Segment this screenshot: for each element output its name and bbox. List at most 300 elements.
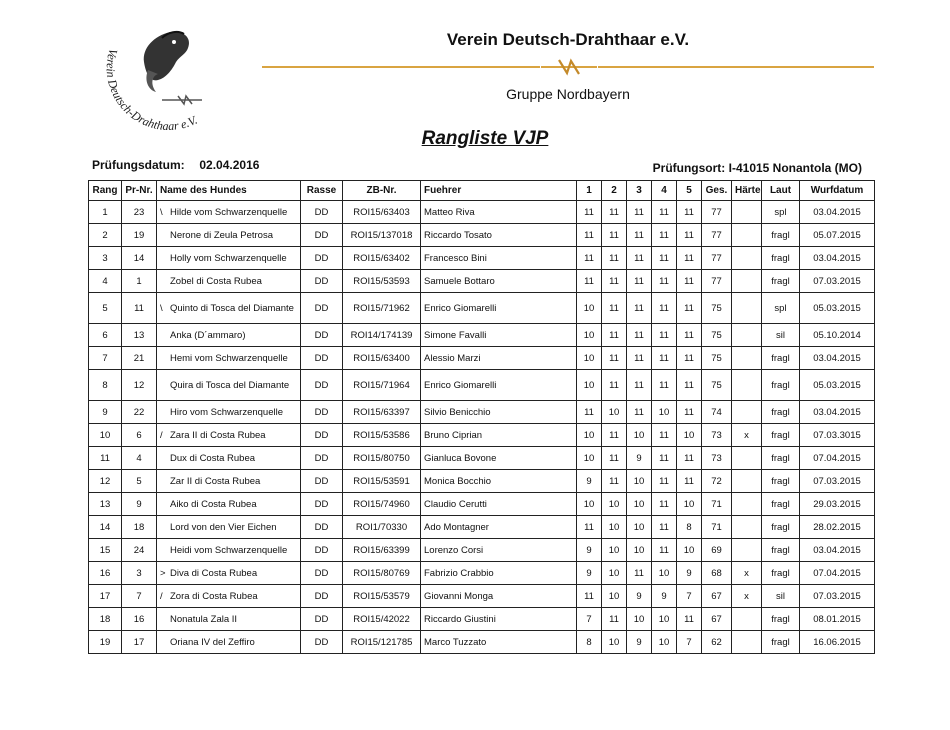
score-1-cell: 11 (577, 585, 602, 608)
score-2-cell: 11 (602, 324, 627, 347)
breed-cell: DD (301, 293, 343, 324)
rank-cell: 12 (89, 470, 122, 493)
rank-cell: 5 (89, 293, 122, 324)
exam-location-value: I-41015 Nonantola (MO) (728, 161, 862, 175)
breed-cell: DD (301, 347, 343, 370)
breed-cell: DD (301, 470, 343, 493)
birth-date-cell: 05.07.2015 (800, 224, 875, 247)
handler-cell: Ado Montagner (421, 516, 577, 539)
rank-cell: 11 (89, 447, 122, 470)
rank-cell: 13 (89, 493, 122, 516)
score-4-cell: 11 (652, 201, 677, 224)
score-3-cell: 11 (627, 370, 652, 401)
registry-number-cell: ROI15/53579 (343, 585, 421, 608)
handler-cell: Alessio Marzi (421, 347, 577, 370)
haerte-cell (732, 470, 762, 493)
dog-name: Nerone di Zeula Petrosa (170, 229, 273, 241)
laut-cell: fragl (762, 347, 800, 370)
score-2-cell: 10 (602, 539, 627, 562)
laut-cell: spl (762, 293, 800, 324)
total-cell: 68 (702, 562, 732, 585)
birth-date-cell: 08.01.2015 (800, 608, 875, 631)
haerte-cell (732, 270, 762, 293)
score-4-cell: 11 (652, 539, 677, 562)
entry-number-cell: 21 (122, 347, 157, 370)
column-header: Pr-Nr. (122, 181, 157, 201)
score-1-cell: 10 (577, 424, 602, 447)
dog-name: Diva di Costa Rubea (170, 567, 258, 579)
score-4-cell: 11 (652, 347, 677, 370)
haerte-cell (732, 201, 762, 224)
entry-number-cell: 6 (122, 424, 157, 447)
column-header: 1 (577, 181, 602, 201)
birth-date-cell: 16.06.2015 (800, 631, 875, 654)
table-row (89, 608, 875, 631)
breed-cell: DD (301, 562, 343, 585)
laut-cell: fragl (762, 401, 800, 424)
score-1-cell: 11 (577, 516, 602, 539)
rank-cell: 3 (89, 247, 122, 270)
dog-name-cell (157, 608, 301, 631)
exam-date-label: Prüfungsdatum: (92, 158, 185, 172)
score-5-cell: 10 (677, 424, 702, 447)
breed-cell: DD (301, 247, 343, 270)
score-2-cell: 10 (602, 631, 627, 654)
total-cell: 71 (702, 493, 732, 516)
dog-name-cell (157, 539, 301, 562)
table-row (89, 370, 875, 401)
score-2-cell: 10 (602, 585, 627, 608)
handler-cell: Lorenzo Corsi (421, 539, 577, 562)
handler-cell: Simone Favalli (421, 324, 577, 347)
exam-date (92, 158, 259, 172)
check-mark: \ (160, 302, 163, 314)
entry-number-cell: 17 (122, 631, 157, 654)
laut-cell: fragl (762, 424, 800, 447)
score-1-cell: 9 (577, 539, 602, 562)
score-1-cell: 10 (577, 324, 602, 347)
exam-date-value: 02.04.2016 (199, 158, 260, 172)
total-cell: 73 (702, 424, 732, 447)
score-3-cell: 11 (627, 347, 652, 370)
score-4-cell: 11 (652, 224, 677, 247)
table-row (89, 201, 875, 224)
entry-number-cell: 19 (122, 224, 157, 247)
breed-cell: DD (301, 324, 343, 347)
score-1-cell: 11 (577, 270, 602, 293)
ranking-table (88, 180, 875, 654)
table-row (89, 493, 875, 516)
rank-cell: 8 (89, 370, 122, 401)
entry-number-cell: 13 (122, 324, 157, 347)
table-row (89, 247, 875, 270)
score-4-cell: 11 (652, 424, 677, 447)
dog-name-cell (157, 447, 301, 470)
score-3-cell: 9 (627, 631, 652, 654)
total-cell: 62 (702, 631, 732, 654)
haerte-cell (732, 324, 762, 347)
score-2-cell: 11 (602, 270, 627, 293)
haerte-cell (732, 608, 762, 631)
total-cell: 67 (702, 585, 732, 608)
breed-cell: DD (301, 631, 343, 654)
haerte-cell (732, 347, 762, 370)
haerte-cell (732, 493, 762, 516)
score-3-cell: 9 (627, 447, 652, 470)
table-row (89, 631, 875, 654)
score-1-cell: 10 (577, 493, 602, 516)
birth-date-cell: 03.04.2015 (800, 347, 875, 370)
dog-name-cell (157, 270, 301, 293)
breed-cell: DD (301, 224, 343, 247)
column-header: Name des Hundes (157, 181, 301, 201)
score-2-cell: 11 (602, 347, 627, 370)
score-4-cell: 10 (652, 562, 677, 585)
handler-cell: Samuele Bottaro (421, 270, 577, 293)
handler-cell: Enrico Giomarelli (421, 293, 577, 324)
entry-number-cell: 4 (122, 447, 157, 470)
dog-name-cell (157, 493, 301, 516)
total-cell: 75 (702, 293, 732, 324)
table-row (89, 401, 875, 424)
haerte-cell (732, 224, 762, 247)
birth-date-cell: 07.03.2015 (800, 470, 875, 493)
organization-subtitle: Gruppe Nordbayern (506, 86, 630, 102)
laut-cell: fragl (762, 493, 800, 516)
table-row (89, 585, 875, 608)
total-cell: 71 (702, 516, 732, 539)
registry-number-cell: ROI15/63403 (343, 201, 421, 224)
dog-name: Holly vom Schwarzenquelle (170, 252, 287, 264)
table-row (89, 562, 875, 585)
score-1-cell: 11 (577, 224, 602, 247)
score-1-cell: 7 (577, 608, 602, 631)
birth-date-cell: 03.04.2015 (800, 201, 875, 224)
column-header: Laut (762, 181, 800, 201)
score-1-cell: 11 (577, 401, 602, 424)
entry-number-cell: 12 (122, 370, 157, 401)
score-2-cell: 11 (602, 424, 627, 447)
entry-number-cell: 3 (122, 562, 157, 585)
table-row (89, 539, 875, 562)
handler-cell: Giovanni Monga (421, 585, 577, 608)
birth-date-cell: 05.10.2014 (800, 324, 875, 347)
laut-cell: fragl (762, 270, 800, 293)
rank-cell: 9 (89, 401, 122, 424)
registry-number-cell: ROI15/74960 (343, 493, 421, 516)
score-1-cell: 8 (577, 631, 602, 654)
dog-name-cell (157, 562, 301, 585)
registry-number-cell: ROI15/80769 (343, 562, 421, 585)
handler-cell: Monica Bocchio (421, 470, 577, 493)
haerte-cell (732, 516, 762, 539)
score-1-cell: 10 (577, 347, 602, 370)
haerte-cell: x (732, 585, 762, 608)
laut-cell: fragl (762, 470, 800, 493)
total-cell: 75 (702, 370, 732, 401)
score-1-cell: 10 (577, 370, 602, 401)
header-rule-right (598, 66, 874, 68)
total-cell: 67 (702, 608, 732, 631)
laut-cell: fragl (762, 562, 800, 585)
score-5-cell: 7 (677, 585, 702, 608)
registry-number-cell: ROI15/71964 (343, 370, 421, 401)
score-3-cell: 11 (627, 270, 652, 293)
entry-number-cell: 9 (122, 493, 157, 516)
score-3-cell: 10 (627, 424, 652, 447)
score-1-cell: 9 (577, 562, 602, 585)
score-5-cell: 11 (677, 470, 702, 493)
breed-cell: DD (301, 424, 343, 447)
dog-name-cell (157, 370, 301, 401)
rank-cell: 10 (89, 424, 122, 447)
entry-number-cell: 24 (122, 539, 157, 562)
dog-name-cell (157, 247, 301, 270)
score-5-cell: 11 (677, 401, 702, 424)
dog-name: Aiko di Costa Rubea (170, 498, 257, 510)
check-mark: \ (160, 206, 163, 218)
lightning-arrow-icon (541, 58, 597, 76)
total-cell: 75 (702, 347, 732, 370)
column-header: Härte (732, 181, 762, 201)
score-2-cell: 10 (602, 493, 627, 516)
registry-number-cell: ROI15/80750 (343, 447, 421, 470)
handler-cell: Claudio Cerutti (421, 493, 577, 516)
score-3-cell: 10 (627, 516, 652, 539)
birth-date-cell: 03.04.2015 (800, 401, 875, 424)
registry-number-cell: ROI15/63400 (343, 347, 421, 370)
total-cell: 77 (702, 201, 732, 224)
laut-cell: fragl (762, 608, 800, 631)
registry-number-cell: ROI15/53591 (343, 470, 421, 493)
handler-cell: Riccardo Giustini (421, 608, 577, 631)
dog-name: Heidi vom Schwarzenquelle (170, 544, 288, 556)
breed-cell: DD (301, 270, 343, 293)
registry-number-cell: ROI15/63399 (343, 539, 421, 562)
score-5-cell: 11 (677, 247, 702, 270)
rank-cell: 19 (89, 631, 122, 654)
header-rule-left (262, 66, 540, 68)
total-cell: 72 (702, 470, 732, 493)
dog-name: Anka (D´ammaro) (170, 329, 246, 341)
total-cell: 77 (702, 224, 732, 247)
dog-name-cell (157, 401, 301, 424)
score-3-cell: 10 (627, 493, 652, 516)
total-cell: 69 (702, 539, 732, 562)
club-logo (92, 18, 242, 138)
score-3-cell: 11 (627, 224, 652, 247)
handler-cell: Gianluca Bovone (421, 447, 577, 470)
score-3-cell: 11 (627, 293, 652, 324)
rank-cell: 2 (89, 224, 122, 247)
dog-name: Zar II di Costa Rubea (170, 475, 261, 487)
breed-cell: DD (301, 401, 343, 424)
entry-number-cell: 23 (122, 201, 157, 224)
dog-head-icon (144, 32, 189, 92)
score-2-cell: 11 (602, 447, 627, 470)
score-5-cell: 10 (677, 539, 702, 562)
registry-number-cell: ROI15/137018 (343, 224, 421, 247)
birth-date-cell: 03.04.2015 (800, 247, 875, 270)
laut-cell: fragl (762, 516, 800, 539)
haerte-cell (732, 247, 762, 270)
dog-name: Oriana IV del Zeffiro (170, 636, 255, 648)
registry-number-cell: ROI15/42022 (343, 608, 421, 631)
dog-name: Zara II di Costa Rubea (170, 429, 266, 441)
table-body (89, 201, 875, 654)
handler-cell: Francesco Bini (421, 247, 577, 270)
dog-name-cell (157, 424, 301, 447)
column-header: Rang (89, 181, 122, 201)
entry-number-cell: 16 (122, 608, 157, 631)
score-5-cell: 11 (677, 447, 702, 470)
breed-cell: DD (301, 516, 343, 539)
score-3-cell: 11 (627, 401, 652, 424)
column-header: Fuehrer (421, 181, 577, 201)
handler-cell: Fabrizio Crabbio (421, 562, 577, 585)
haerte-cell (732, 293, 762, 324)
total-cell: 77 (702, 270, 732, 293)
total-cell: 73 (702, 447, 732, 470)
dog-name: Hemi vom Schwarzenquelle (170, 352, 288, 364)
registry-number-cell: ROI15/53586 (343, 424, 421, 447)
score-3-cell: 11 (627, 324, 652, 347)
birth-date-cell: 07.04.2015 (800, 447, 875, 470)
haerte-cell (732, 370, 762, 401)
arrow-divider-icon (162, 96, 202, 104)
score-2-cell: 11 (602, 370, 627, 401)
table-row (89, 324, 875, 347)
total-cell: 74 (702, 401, 732, 424)
score-5-cell: 11 (677, 608, 702, 631)
table-header-row (89, 181, 875, 201)
laut-cell: fragl (762, 224, 800, 247)
score-3-cell: 9 (627, 585, 652, 608)
birth-date-cell: 05.03.2015 (800, 293, 875, 324)
dog-name-cell (157, 470, 301, 493)
score-2-cell: 10 (602, 401, 627, 424)
dog-name: Zobel di Costa Rubea (170, 275, 262, 287)
birth-date-cell: 28.02.2015 (800, 516, 875, 539)
handler-cell: Marco Tuzzato (421, 631, 577, 654)
score-4-cell: 11 (652, 516, 677, 539)
check-mark: / (160, 429, 163, 441)
total-cell: 77 (702, 247, 732, 270)
laut-cell: fragl (762, 539, 800, 562)
score-2-cell: 10 (602, 516, 627, 539)
table-row (89, 293, 875, 324)
handler-cell: Riccardo Tosato (421, 224, 577, 247)
birth-date-cell: 07.03.2015 (800, 585, 875, 608)
rank-cell: 18 (89, 608, 122, 631)
score-4-cell: 11 (652, 370, 677, 401)
score-1-cell: 10 (577, 447, 602, 470)
score-5-cell: 11 (677, 224, 702, 247)
column-header: 3 (627, 181, 652, 201)
column-header: 5 (677, 181, 702, 201)
score-5-cell: 8 (677, 516, 702, 539)
rank-cell: 7 (89, 347, 122, 370)
rank-cell: 4 (89, 270, 122, 293)
column-header: Wurfdatum (800, 181, 875, 201)
score-5-cell: 11 (677, 201, 702, 224)
birth-date-cell: 05.03.2015 (800, 370, 875, 401)
dog-name: Nonatula Zala II (170, 613, 238, 625)
score-5-cell: 11 (677, 324, 702, 347)
birth-date-cell: 07.03.3015 (800, 424, 875, 447)
dog-name-cell (157, 201, 301, 224)
dog-name: Hiro vom Schwarzenquelle (170, 406, 283, 418)
registry-number-cell: ROI15/71962 (343, 293, 421, 324)
rank-cell: 15 (89, 539, 122, 562)
score-4-cell: 10 (652, 608, 677, 631)
dog-name: Dux di Costa Rubea (170, 452, 256, 464)
rank-cell: 17 (89, 585, 122, 608)
birth-date-cell: 07.03.2015 (800, 270, 875, 293)
logo-lettering: Verein Deutsch-Drahthaar e.V. (103, 47, 200, 134)
table-row (89, 470, 875, 493)
score-3-cell: 10 (627, 539, 652, 562)
haerte-cell (732, 447, 762, 470)
breed-cell: DD (301, 539, 343, 562)
laut-cell: fragl (762, 447, 800, 470)
dog-name-cell (157, 585, 301, 608)
score-5-cell: 11 (677, 293, 702, 324)
dog-name: Zora di Costa Rubea (170, 590, 258, 602)
check-mark: > (160, 567, 166, 579)
breed-cell: DD (301, 201, 343, 224)
dog-name-cell (157, 516, 301, 539)
score-3-cell: 10 (627, 608, 652, 631)
score-4-cell: 11 (652, 447, 677, 470)
score-1-cell: 11 (577, 247, 602, 270)
registry-number-cell: ROI15/121785 (343, 631, 421, 654)
column-header: Ges. (702, 181, 732, 201)
score-3-cell: 11 (627, 562, 652, 585)
dog-name: Quira di Tosca del Diamante (170, 379, 290, 391)
birth-date-cell: 03.04.2015 (800, 539, 875, 562)
score-2-cell: 11 (602, 201, 627, 224)
score-5-cell: 7 (677, 631, 702, 654)
table-row (89, 270, 875, 293)
haerte-cell (732, 539, 762, 562)
breed-cell: DD (301, 608, 343, 631)
haerte-cell (732, 631, 762, 654)
score-2-cell: 10 (602, 562, 627, 585)
score-4-cell: 11 (652, 493, 677, 516)
registry-number-cell: ROI15/63397 (343, 401, 421, 424)
score-5-cell: 11 (677, 370, 702, 401)
breed-cell: DD (301, 493, 343, 516)
breed-cell: DD (301, 447, 343, 470)
score-1-cell: 9 (577, 470, 602, 493)
column-header: ZB-Nr. (343, 181, 421, 201)
handler-cell: Bruno Ciprian (421, 424, 577, 447)
haerte-cell: x (732, 424, 762, 447)
score-5-cell: 11 (677, 270, 702, 293)
exam-location (653, 161, 862, 175)
score-3-cell: 10 (627, 470, 652, 493)
score-1-cell: 11 (577, 201, 602, 224)
score-4-cell: 11 (652, 293, 677, 324)
column-header: 2 (602, 181, 627, 201)
dog-name-cell (157, 347, 301, 370)
score-4-cell: 11 (652, 470, 677, 493)
score-5-cell: 11 (677, 347, 702, 370)
entry-number-cell: 18 (122, 516, 157, 539)
laut-cell: fragl (762, 247, 800, 270)
table-row (89, 347, 875, 370)
